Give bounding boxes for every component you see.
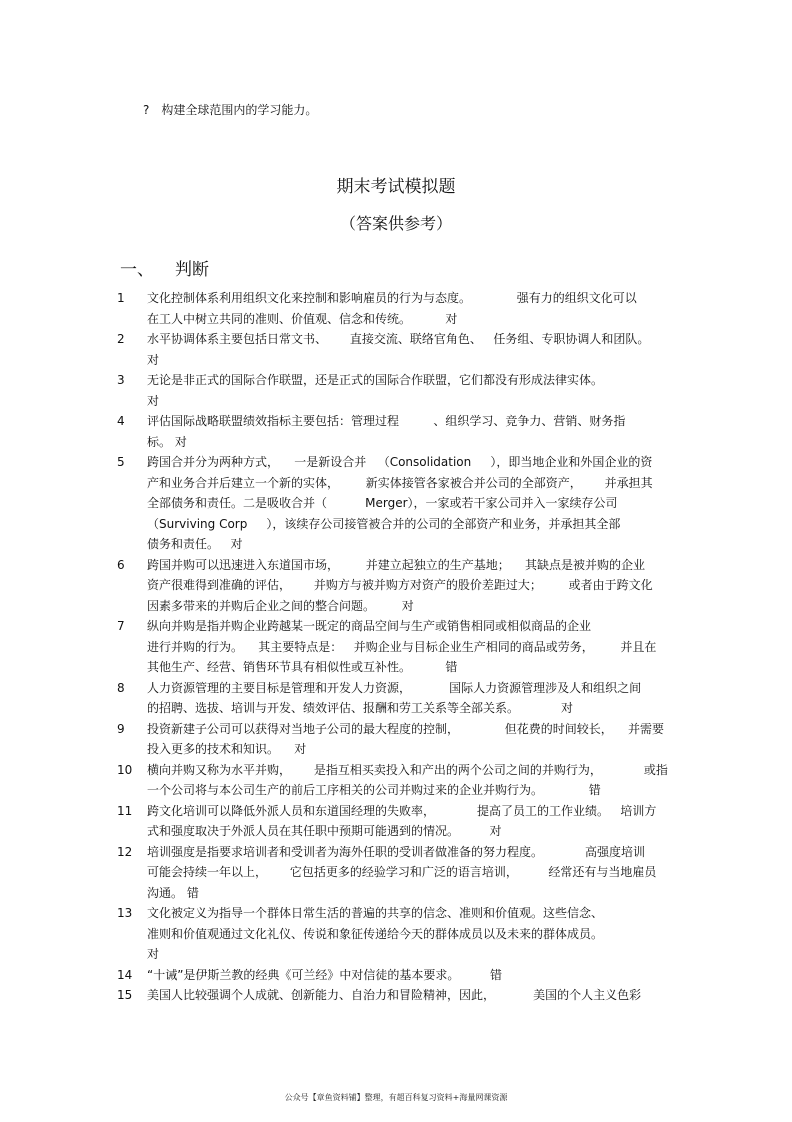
question-item xyxy=(117,965,677,986)
question-item xyxy=(117,678,677,719)
question-number: 12 xyxy=(117,844,133,859)
question-line: 的招聘、选拔、培训与开发、绩效评估、报酬和劳工关系等全部关系。 对 xyxy=(147,701,573,715)
question-line: 纵向并购是指并购企业跨越某一既定的商品空间与生产或销售相同或相似商品的企业 xyxy=(147,619,592,633)
question-text xyxy=(147,329,677,370)
question-number: 10 xyxy=(117,762,133,777)
question-line: 人力资源管理的主要目标是管理和开发人力资源， 国际人力资源管理涉及人和组织之间 xyxy=(147,680,642,695)
question-line: （Surviving Corp ），该续存公司接管被合并的公司的全部资产和业务，并承担其全部 xyxy=(147,516,621,531)
question-number: 2 xyxy=(117,332,125,346)
question-item xyxy=(117,329,677,370)
question-text xyxy=(147,801,677,842)
question-line: 可能会持续一年以上， 它包括更多的经验学习和广泛的语言培训， 经常还有与当地雇员 xyxy=(147,865,657,879)
question-text xyxy=(147,678,677,719)
question-item xyxy=(117,903,677,965)
question-line: 对 xyxy=(147,352,160,367)
question-line: 沟通。 错 xyxy=(147,885,199,900)
question-line: 进行并购的行为。 其主要特点是： 并购企业与目标企业生产相同的商品或劳务， 并且在 xyxy=(147,639,657,654)
question-line: 评估国际战略联盟绩效指标主要包括：管理过程 、组织学习、竞争力、营销、财务指 xyxy=(147,414,626,428)
question-number: 11 xyxy=(117,803,133,818)
question-text xyxy=(147,965,677,986)
question-item xyxy=(117,288,677,329)
footer-note: 公众号【章鱼资料铺】整理，有超百科复习资料+海量网课资源 xyxy=(284,1093,508,1102)
question-item xyxy=(117,452,677,555)
question-line: 标。 对 xyxy=(147,434,187,449)
question-line: 文化控制体系利用组织文化来控制和影响雇员的行为与态度。 强有力的组织文化可以 xyxy=(147,291,637,305)
question-number: 9 xyxy=(117,721,125,736)
question-item xyxy=(117,370,677,411)
question-list xyxy=(117,288,677,1006)
question-line: 一个公司将与本公司生产的前后工序相关的公司并购过来的企业并购行为。 错 xyxy=(147,783,601,797)
question-line: 其他生产、经营、销售环节具有相似性或互补性。 错 xyxy=(147,660,458,674)
question-line: 无论是非正式的国际合作联盟，还是正式的国际合作联盟，它们都没有形成法律实体。 xyxy=(147,373,604,387)
question-text xyxy=(147,842,677,904)
question-line: 对 xyxy=(147,393,160,408)
question-item xyxy=(117,616,677,678)
question-line: 横向并购又称为水平并购， 是指互相买卖投入和产出的两个公司之间的并购行为， 或指 xyxy=(147,762,668,777)
question-number: 4 xyxy=(117,414,125,428)
question-item xyxy=(117,555,677,617)
question-text xyxy=(147,985,677,1006)
question-item xyxy=(117,760,677,801)
question-text xyxy=(147,555,677,617)
question-line: 产和业务合并后建立一个新的实体， 新实体接管各家被合并公司的全部资产， 并承担其 xyxy=(147,475,653,490)
question-line: 投入更多的技术和知识。 对 xyxy=(147,742,307,756)
question-number: 15 xyxy=(117,988,133,1002)
question-line: 培训强度是指要求培训者和受训者为海外任职的受训者做准备的努力程度。 高强度培训 xyxy=(147,844,645,859)
bullet-text: 构建全球范围内的学习能力。 xyxy=(161,103,318,117)
bullet-marker: ? xyxy=(143,103,150,117)
question-line: 对 xyxy=(147,947,160,961)
question-item xyxy=(117,719,677,760)
question-number: 14 xyxy=(117,967,133,982)
question-line: 债务和责任。 对 xyxy=(147,537,243,551)
question-number: 1 xyxy=(117,291,125,305)
question-text xyxy=(147,719,677,760)
section-heading xyxy=(120,255,209,280)
question-line: 文化被定义为指导一个群体日常生活的普遍的共享的信念、准则和价值观。这些信念、 xyxy=(147,906,604,920)
question-number: 8 xyxy=(117,680,125,695)
top-bullet-line xyxy=(143,101,317,118)
question-item xyxy=(117,985,677,1006)
question-text xyxy=(147,411,677,452)
question-line: 美国人比较强调个人成就、创新能力、自治力和冒险精神，因此， 美国的个人主义色彩 xyxy=(147,988,642,1002)
question-number: 7 xyxy=(117,619,125,633)
question-line: 准则和价值观通过文化礼仪、传说和象征传递给今天的群体成员以及未来的群体成员。 xyxy=(147,926,604,941)
section-number: 一、 xyxy=(120,260,154,280)
question-number: 6 xyxy=(117,557,125,572)
document-subtitle: （答案供参考） xyxy=(339,214,452,233)
question-line: 投资新建子公司可以获得对当地子公司的最大程度的控制， 但花费的时间较长， 并需要 xyxy=(147,721,665,736)
question-line: “十诫”是伊斯兰教的经典《可兰经》中对信徒的基本要求。 错 xyxy=(147,967,502,982)
question-text xyxy=(147,903,677,965)
question-text xyxy=(147,616,677,678)
question-text xyxy=(147,760,677,801)
question-number: 5 xyxy=(117,455,125,469)
question-item xyxy=(117,842,677,904)
question-line: 跨国合并分为两种方式， 一是新设合并 （Consolidation ），即当地企业和外国企业的资 xyxy=(147,455,653,469)
question-line: 水平协调体系主要包括日常文书、 直接交流、联络官角色、 任务组、专职协调人和团队。 xyxy=(147,332,650,346)
section-label: 判断 xyxy=(175,260,209,280)
question-line: 在工人中树立共同的准则、价值观、信念和传统。 对 xyxy=(147,311,458,326)
question-item xyxy=(117,411,677,452)
question-text xyxy=(147,288,677,329)
question-line: 全部债务和责任。二是吸收合并（ Merger），一家或若干家公司并入一家续存公司 xyxy=(147,496,618,510)
question-text xyxy=(147,452,677,555)
question-line: 跨文化培训可以降低外派人员和东道国经理的失败率， 提高了员工的工作业绩。 培训方 xyxy=(147,803,657,818)
question-number: 13 xyxy=(117,906,133,920)
question-line: 资产很难得到准确的评估， 并购方与被并购方对资产的股价差距过大； 或者由于跨文化 xyxy=(147,578,653,592)
question-line: 因素多带来的并购后企业之间的整合问题。 对 xyxy=(147,598,414,613)
question-line: 式和强度取决于外派人员在其任职中预期可能遇到的情况。 对 xyxy=(147,824,502,838)
document-title: 期末考试模拟题 xyxy=(336,177,456,197)
question-item xyxy=(117,801,677,842)
question-number: 3 xyxy=(117,373,125,387)
question-text xyxy=(147,370,677,411)
question-line: 跨国并购可以迅速进入东道国市场， 并建立起独立的生产基地； 其缺点是被并购的企业 xyxy=(147,557,645,572)
